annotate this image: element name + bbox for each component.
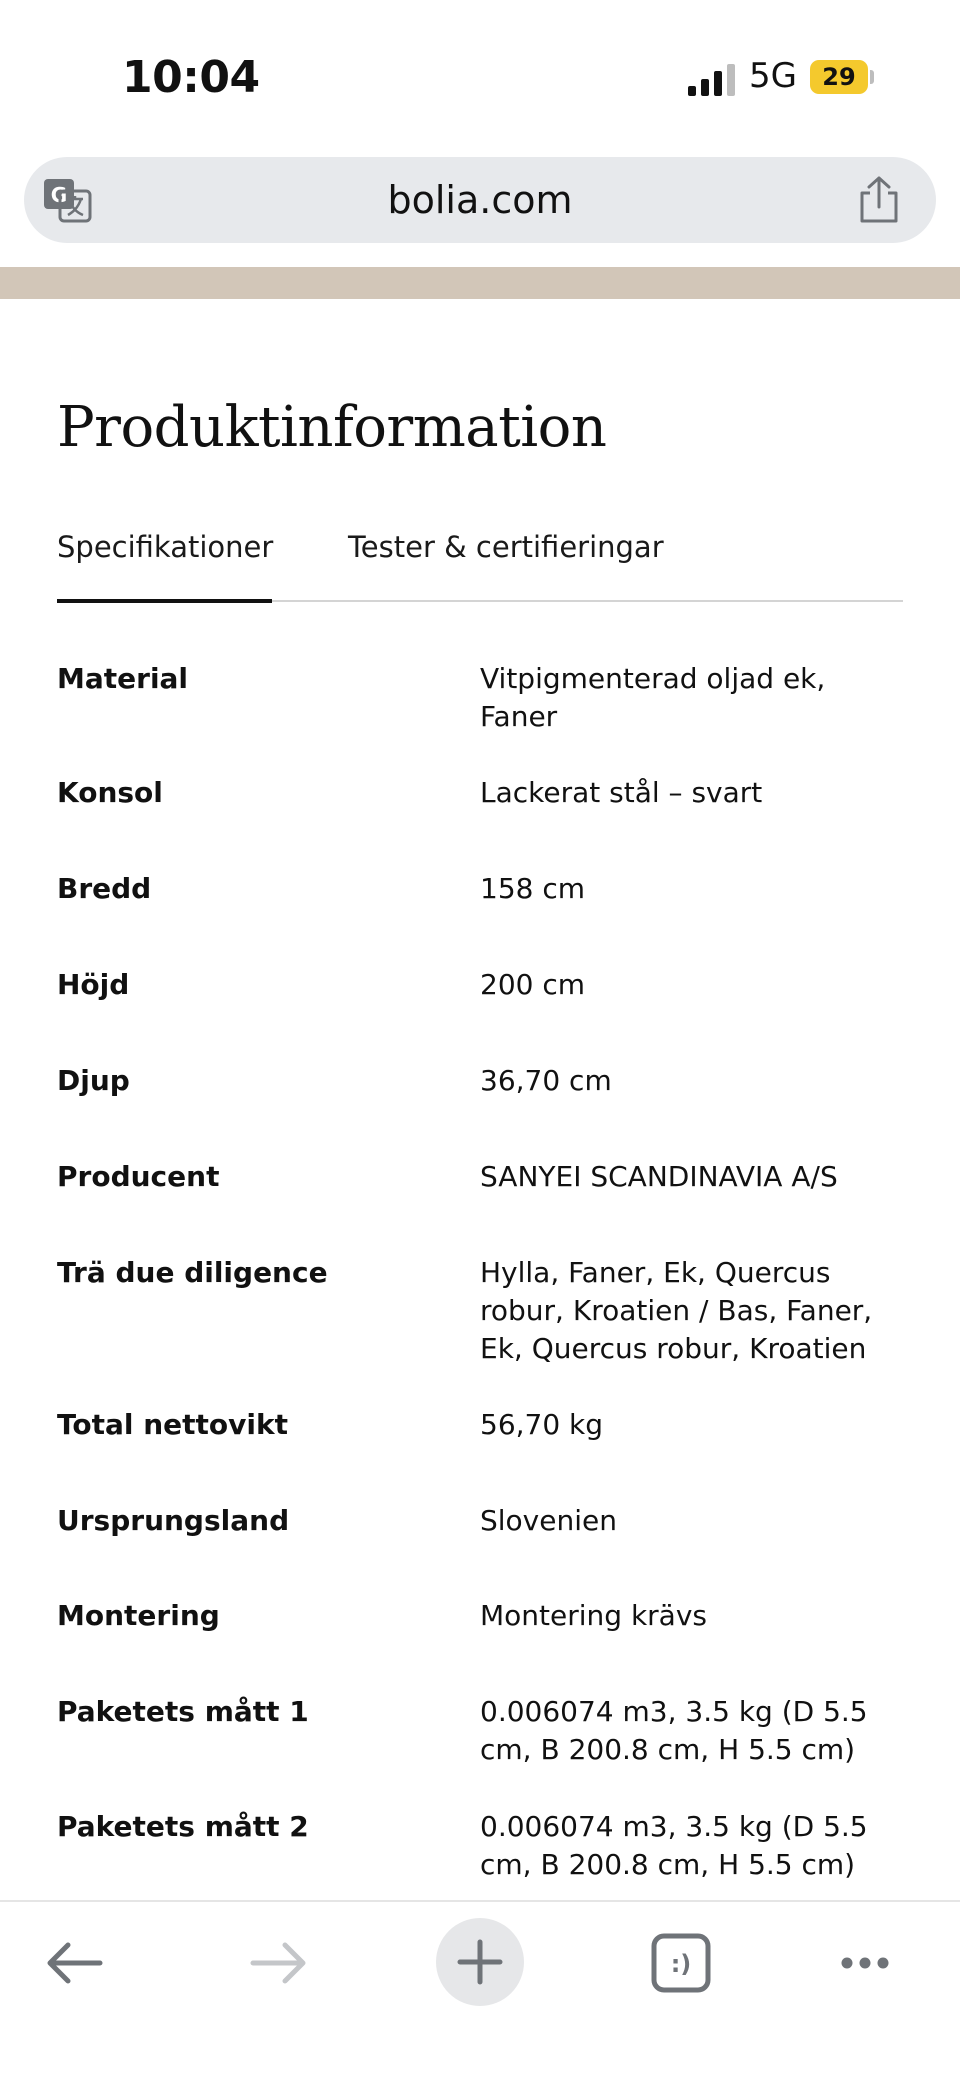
spec-label: Konsol [57, 776, 163, 809]
svg-text::): :) [670, 1950, 692, 1978]
spec-label: Total nettovikt [57, 1408, 289, 1441]
spec-value: 200 cm [480, 968, 586, 1001]
spec-value: 0.006074 m3, 3.5 kg (D 5.5 cm, B 200.8 cm, H 5.5 cm) [480, 1810, 868, 1881]
back-button[interactable] [30, 1918, 120, 2008]
forward-button[interactable] [233, 1918, 323, 2008]
tab-specifications[interactable]: Specifikationer [57, 530, 274, 564]
spec-value: 0.006074 m3, 3.5 kg (D 5.5 cm, B 200.8 cm, H 5.5 cm) [480, 1695, 868, 1766]
spec-label: Producent [57, 1160, 220, 1193]
spec-value: 158 cm [480, 872, 586, 905]
spec-value: 36,70 cm [480, 1064, 612, 1097]
tab-bar [57, 530, 903, 602]
status-time: 10:04 [122, 52, 260, 103]
more-button[interactable] [820, 1918, 910, 2008]
spec-label: Höjd [57, 968, 130, 1001]
address-bar[interactable] [24, 157, 936, 243]
forward-arrow-icon [233, 1918, 323, 2008]
browser-toolbar [0, 1900, 960, 2087]
spec-label: Material [57, 662, 189, 695]
spec-label: Trä due diligence [57, 1256, 328, 1289]
back-arrow-icon [30, 1918, 120, 2008]
active-tab-indicator [57, 599, 272, 603]
page-header-band [0, 267, 960, 299]
tabs-icon [636, 1918, 726, 2008]
url-text[interactable]: bolia.com [387, 178, 573, 222]
spec-value: Hylla, Faner, Ek, Quercus robur, Kroatien / Bas, Faner, Ek, Quercus robur, Kroatien [480, 1256, 873, 1365]
spec-value: Vitpigmenterad oljad ek, Faner [480, 662, 826, 733]
spec-label: Paketets mått 1 [57, 1695, 309, 1728]
share-icon[interactable] [856, 175, 902, 225]
spec-value: 56,70 kg [480, 1408, 604, 1441]
spec-value: Lackerat stål – svart [480, 776, 763, 809]
network-type: 5G [749, 56, 797, 96]
battery-icon [810, 60, 874, 94]
svg-text:G: G [50, 183, 68, 207]
battery-level: 29 [822, 63, 856, 91]
spec-label: Bredd [57, 872, 152, 905]
plus-icon [436, 1918, 524, 2006]
spec-label: Paketets mått 2 [57, 1810, 309, 1843]
tabs-button[interactable] [636, 1918, 726, 2008]
spec-value: Slovenien [480, 1504, 617, 1537]
more-icon [820, 1918, 910, 2008]
spec-label: Djup [57, 1064, 130, 1097]
cellular-signal-icon [688, 64, 736, 96]
new-tab-button[interactable] [436, 1918, 524, 2006]
spec-label: Montering [57, 1599, 220, 1632]
tab-tests-certifications[interactable]: Tester & certifieringar [348, 530, 664, 564]
spec-label: Ursprungsland [57, 1504, 290, 1537]
page-title: Produktinformation [57, 395, 607, 460]
status-bar [0, 0, 960, 150]
spec-value: SANYEI SCANDINAVIA A/S [480, 1160, 838, 1193]
spec-value: Montering krävs [480, 1599, 707, 1632]
